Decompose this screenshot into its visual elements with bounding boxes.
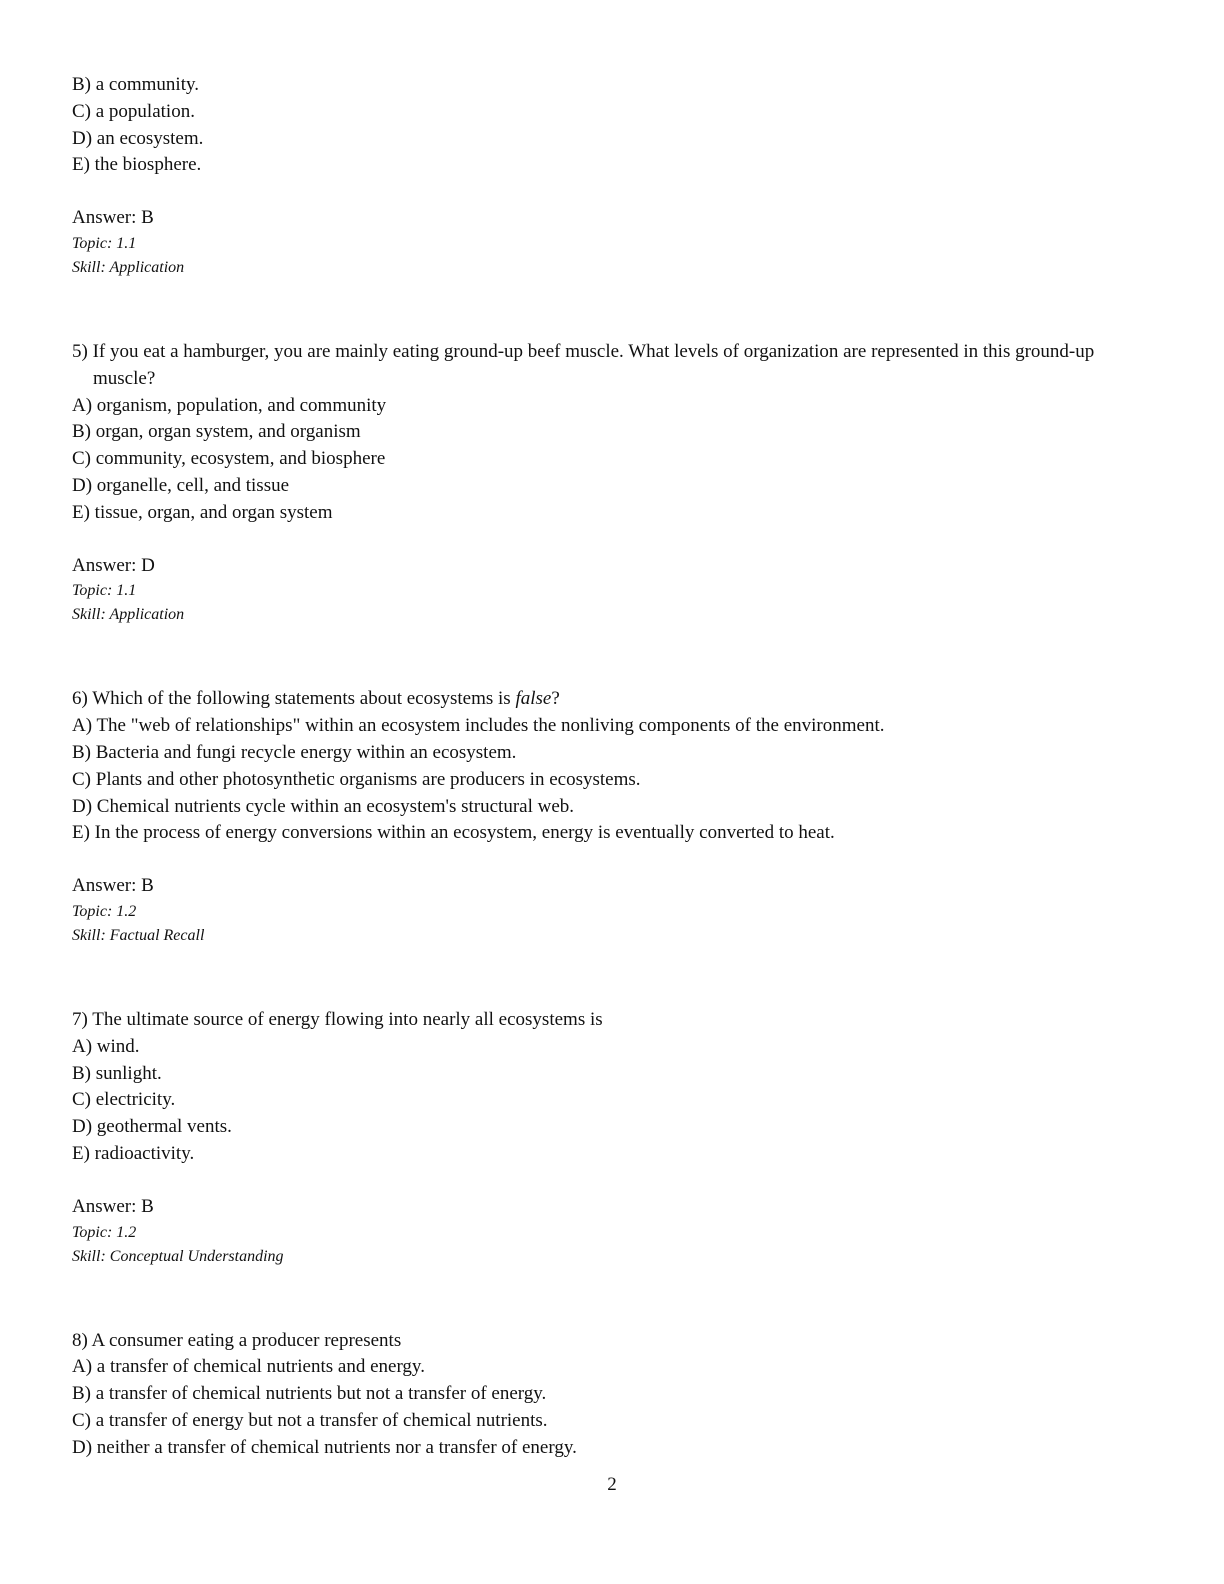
skill: Skill: Factual Recall	[72, 926, 205, 944]
choice-e: E) the biosphere.	[72, 154, 202, 176]
skill: Skill: Application	[72, 606, 185, 624]
question-stem: 5) If you eat a hamburger, you are mainly eating ground-up beef muscle. What levels of organization are represented in this ground-up muscle?	[72, 340, 1095, 389]
choice-a: A) organism, population, and community	[72, 394, 387, 416]
choice-c: C) electricity.	[72, 1089, 176, 1111]
choice-a: A) The "web of relationships" within an ecosystem includes the nonliving components of the environment.	[72, 715, 885, 737]
skill: Skill: Application	[72, 258, 185, 276]
topic: Topic: 1.1	[72, 234, 137, 252]
choice-c: C) community, ecosystem, and biosphere	[72, 448, 386, 470]
stem-text: 6) Which of the following statements about ecosystems is	[72, 688, 516, 710]
answer: Answer: B	[72, 207, 154, 229]
choice-b: B) a transfer of chemical nutrients but not a transfer of energy.	[72, 1383, 547, 1405]
choice-d: D) organelle, cell, and tissue	[72, 474, 290, 496]
choice-e: E) tissue, organ, and organ system	[72, 501, 333, 523]
topic: Topic: 1.1	[72, 582, 137, 600]
question-stem	[72, 686, 1152, 713]
stem-emphasis: false	[515, 688, 552, 710]
choice-e: E) radioactivity.	[72, 1142, 195, 1164]
choice-c: C) Plants and other photosynthetic organisms are producers in ecosystems.	[72, 768, 641, 790]
choice-a: A) a transfer of chemical nutrients and energy.	[72, 1356, 425, 1378]
answer: Answer: D	[72, 554, 155, 576]
choice-d: D) neither a transfer of chemical nutrients nor a transfer of energy.	[72, 1436, 577, 1458]
answer: Answer: B	[72, 1195, 154, 1217]
choice-b: B) a community.	[72, 74, 199, 95]
choice-b: B) Bacteria and fungi recycle energy within an ecosystem.	[72, 741, 517, 763]
question-8	[72, 1328, 1152, 1462]
choice-e: E) In the process of energy conversions within an ecosystem, energy is eventually converted to heat.	[72, 822, 835, 844]
choice-c: C) a transfer of energy but not a transfer of chemical nutrients.	[72, 1409, 548, 1431]
choice-d: D) an ecosystem.	[72, 127, 204, 149]
question-4-continued	[72, 72, 1152, 280]
question-5	[72, 339, 1152, 627]
question-stem: 7) The ultimate source of energy flowing into nearly all ecosystems is	[72, 1008, 603, 1030]
choice-a: A) wind.	[72, 1035, 140, 1057]
topic: Topic: 1.2	[72, 902, 137, 920]
question-6	[72, 686, 1152, 948]
page-number: 2	[607, 1474, 617, 1495]
question-page	[72, 72, 1152, 1462]
choice-b: B) sunlight.	[72, 1062, 162, 1084]
stem-end: ?	[551, 688, 560, 710]
choice-d: D) Chemical nutrients cycle within an ecosystem's structural web.	[72, 795, 575, 817]
question-7	[72, 1007, 1152, 1269]
choice-c: C) a population.	[72, 100, 195, 122]
choice-d: D) geothermal vents.	[72, 1116, 232, 1138]
topic: Topic: 1.2	[72, 1223, 137, 1241]
skill: Skill: Conceptual Understanding	[72, 1247, 284, 1265]
answer: Answer: B	[72, 875, 154, 897]
question-stem: 8) A consumer eating a producer represents	[72, 1329, 402, 1351]
choice-b: B) organ, organ system, and organism	[72, 421, 361, 443]
